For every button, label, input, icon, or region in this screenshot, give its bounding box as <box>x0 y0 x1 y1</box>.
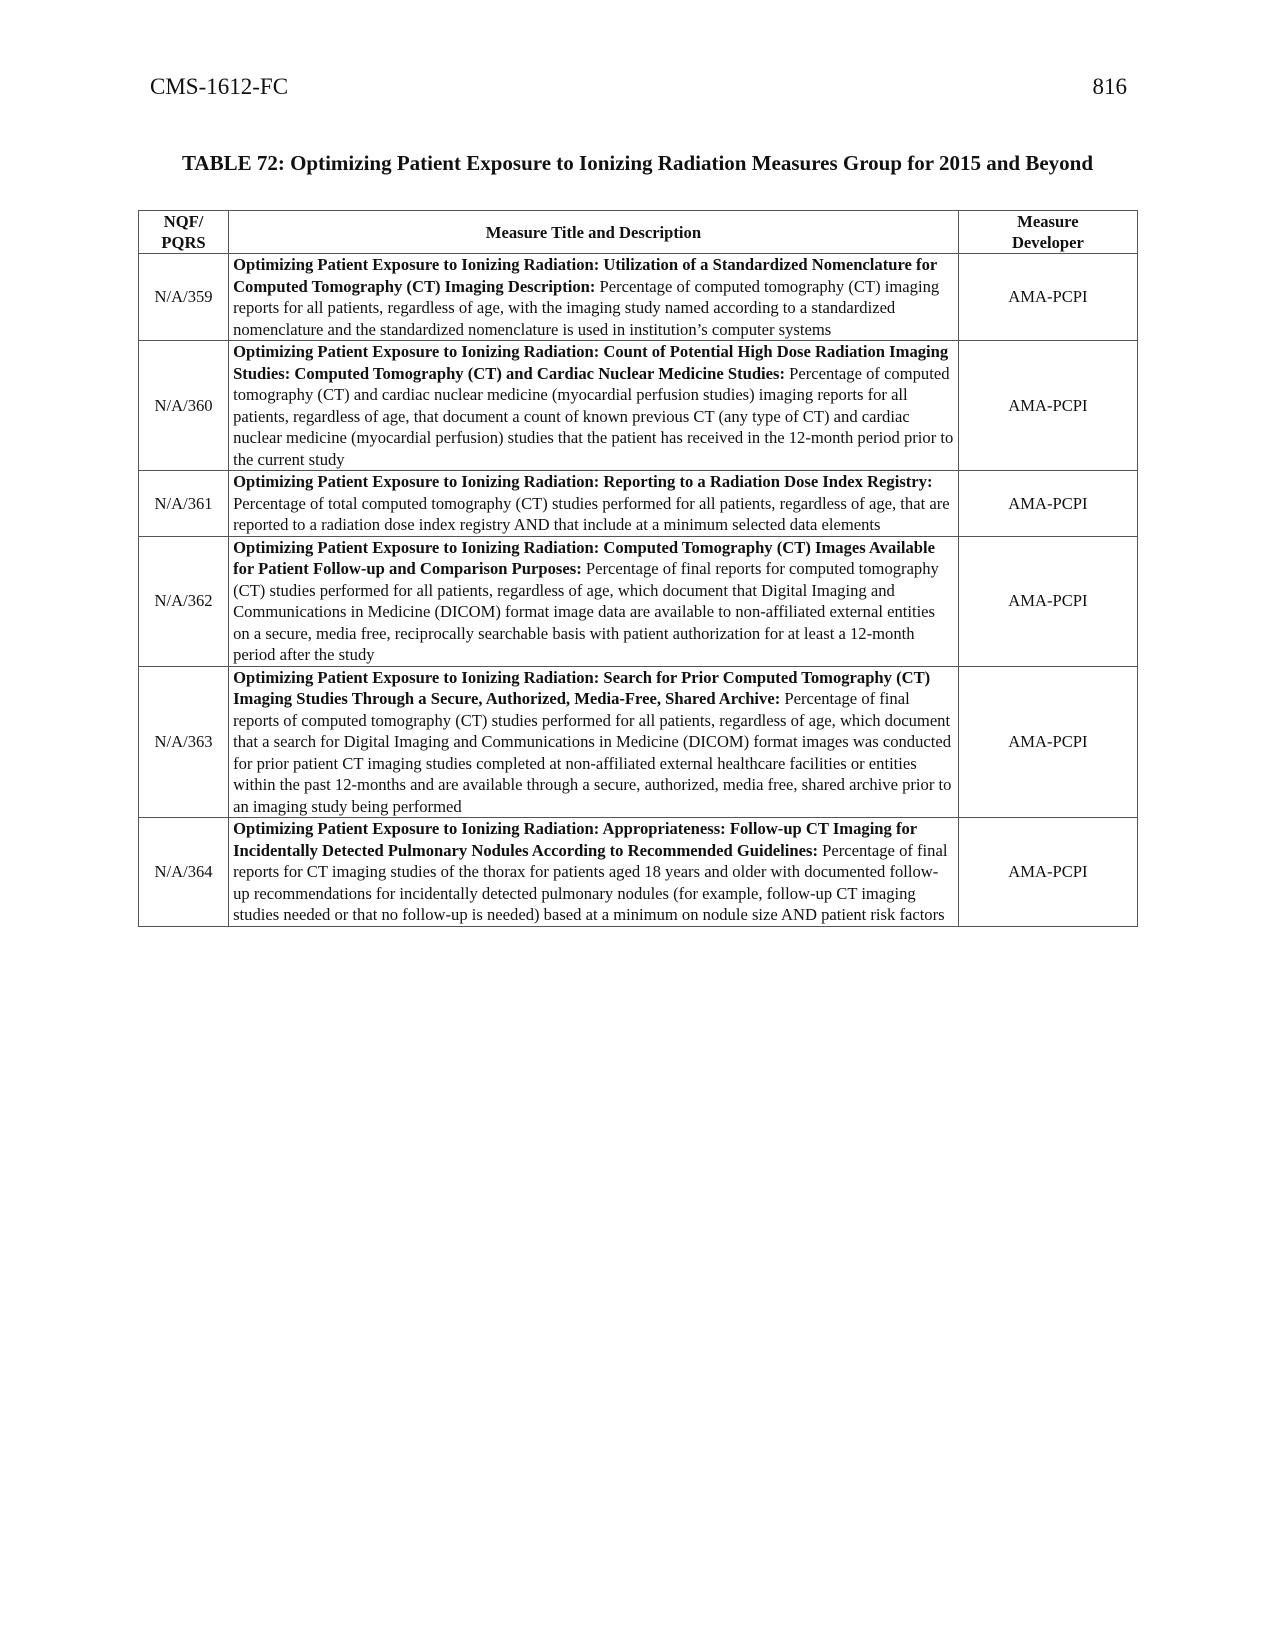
measure-id: N/A/359 <box>139 254 229 341</box>
measure-description-cell <box>229 471 959 537</box>
column-header-developer <box>958 211 1137 254</box>
measure-title: Optimizing Patient Exposure to Ionizing Radiation: Computed Tomography (CT) Images Available for Patient Follow-up and Comparison Purposes: <box>233 537 935 578</box>
measure-developer: AMA-PCPI <box>958 341 1137 471</box>
measure-description: Percentage of computed tomography (CT) imaging reports for all patients, regardless of age, with the imaging study named according to a standardized nomenclature and the standardized nomenclature is used in institution’s computer systems <box>233 276 940 339</box>
measure-description-cell <box>229 666 959 818</box>
measure-description: Percentage of total computed tomography (CT) studies performed for all patients, regardless of age, that are reported to a radiation dose index registry AND that include at a minimum selected data elements <box>233 493 950 534</box>
measure-title: Optimizing Patient Exposure to Ionizing Radiation: Count of Potential High Dose Radiation Imaging Studies: Computed Tomography (CT) and Cardiac Nuclear Medicine Studies: <box>233 342 949 383</box>
measure-description-cell <box>229 254 959 341</box>
measure-id: N/A/362 <box>139 536 229 666</box>
measures-table <box>138 210 1138 927</box>
measure-title: Optimizing Patient Exposure to Ionizing Radiation: Utilization of a Standardized Nomenclature for Computed Tomography (CT) Imaging Description: <box>233 255 937 296</box>
measure-id: N/A/361 <box>139 471 229 537</box>
document-id: CMS-1612-FC <box>150 74 289 99</box>
measure-title: Optimizing Patient Exposure to Ionizing Radiation: Reporting to a Radiation Dose Index Registry: <box>233 472 933 491</box>
measure-developer: AMA-PCPI <box>958 471 1137 537</box>
column-header-id-line2: PQRS <box>161 233 206 252</box>
measure-id: N/A/360 <box>139 341 229 471</box>
table-title: TABLE 72: Optimizing Patient Exposure to Ionizing Radiation Measures Group for 2015 and Beyond <box>181 151 1094 175</box>
measure-title: Optimizing Patient Exposure to Ionizing Radiation: Search for Prior Computed Tomography (CT) Imaging Studies Through a Secure, Authorized, Media-Free, Shared Archive: <box>233 667 931 708</box>
measure-description: Percentage of final reports for CT imaging studies of the thorax for patients aged 18 years and older with documented follow-up recommendations for incidentally detected pulmonary nodules (for example, follow-up CT imaging studies needed or that no follow-up is needed) based at a minimum on nodule size AND patient risk factors <box>233 840 948 924</box>
measure-developer: AMA-PCPI <box>958 818 1137 927</box>
measure-id: N/A/364 <box>139 818 229 927</box>
column-header-developer-line2: Developer <box>1011 233 1084 252</box>
table-row <box>139 818 1138 927</box>
measure-id: N/A/363 <box>139 666 229 818</box>
table-row <box>139 254 1138 341</box>
measure-developer: AMA-PCPI <box>958 666 1137 818</box>
measure-developer: AMA-PCPI <box>958 536 1137 666</box>
measure-developer: AMA-PCPI <box>958 254 1137 341</box>
table-row <box>139 666 1138 818</box>
column-header-developer-line1: Measure <box>1017 212 1079 231</box>
measure-description-cell <box>229 818 959 927</box>
table-row <box>139 341 1138 471</box>
column-header-description: Measure Title and Description <box>229 211 959 254</box>
page-number: 816 <box>1092 74 1127 99</box>
measure-description: Percentage of computed tomography (CT) and cardiac nuclear medicine (myocardial perfusion studies) imaging reports for all patients, regardless of age, that document a count of known previous CT (any type of CT) and cardiac nuclear medicine (myocardial perfusion) studies that the patient has received in the 12-month period prior to the current study <box>233 363 954 469</box>
column-header-id <box>139 211 229 254</box>
table-row <box>139 536 1138 666</box>
measure-description-cell <box>229 536 959 666</box>
table-header-row <box>139 211 1138 254</box>
measure-description-cell <box>229 341 959 471</box>
table-row <box>139 471 1138 537</box>
measure-title: Optimizing Patient Exposure to Ionizing Radiation: Appropriateness: Follow-up CT Imaging for Incidentally Detected Pulmonary Nodules According to Recommended Guidelines: <box>233 819 917 860</box>
measure-description: Percentage of final reports of computed tomography (CT) studies performed for all patients, regardless of age, which document that a search for Digital Imaging and Communications in Medicine (DICOM) format images was conducted for prior patient CT imaging studies completed at non-affiliated external healthcare facilities or entities within the past 12-months and are available through a secure, authorized, media free, shared archive prior to an imaging study being performed <box>233 689 952 816</box>
column-header-id-line1: NQF/ <box>163 212 204 231</box>
measure-description: Percentage of final reports for computed tomography (CT) studies performed for all patients, regardless of age, which document that Digital Imaging and Communications in Medicine (DICOM) format image data are available to non-affiliated external entities on a secure, media free, reciprocally searchable basis with patient authorization for at least a 12-month period after the study <box>233 559 939 664</box>
